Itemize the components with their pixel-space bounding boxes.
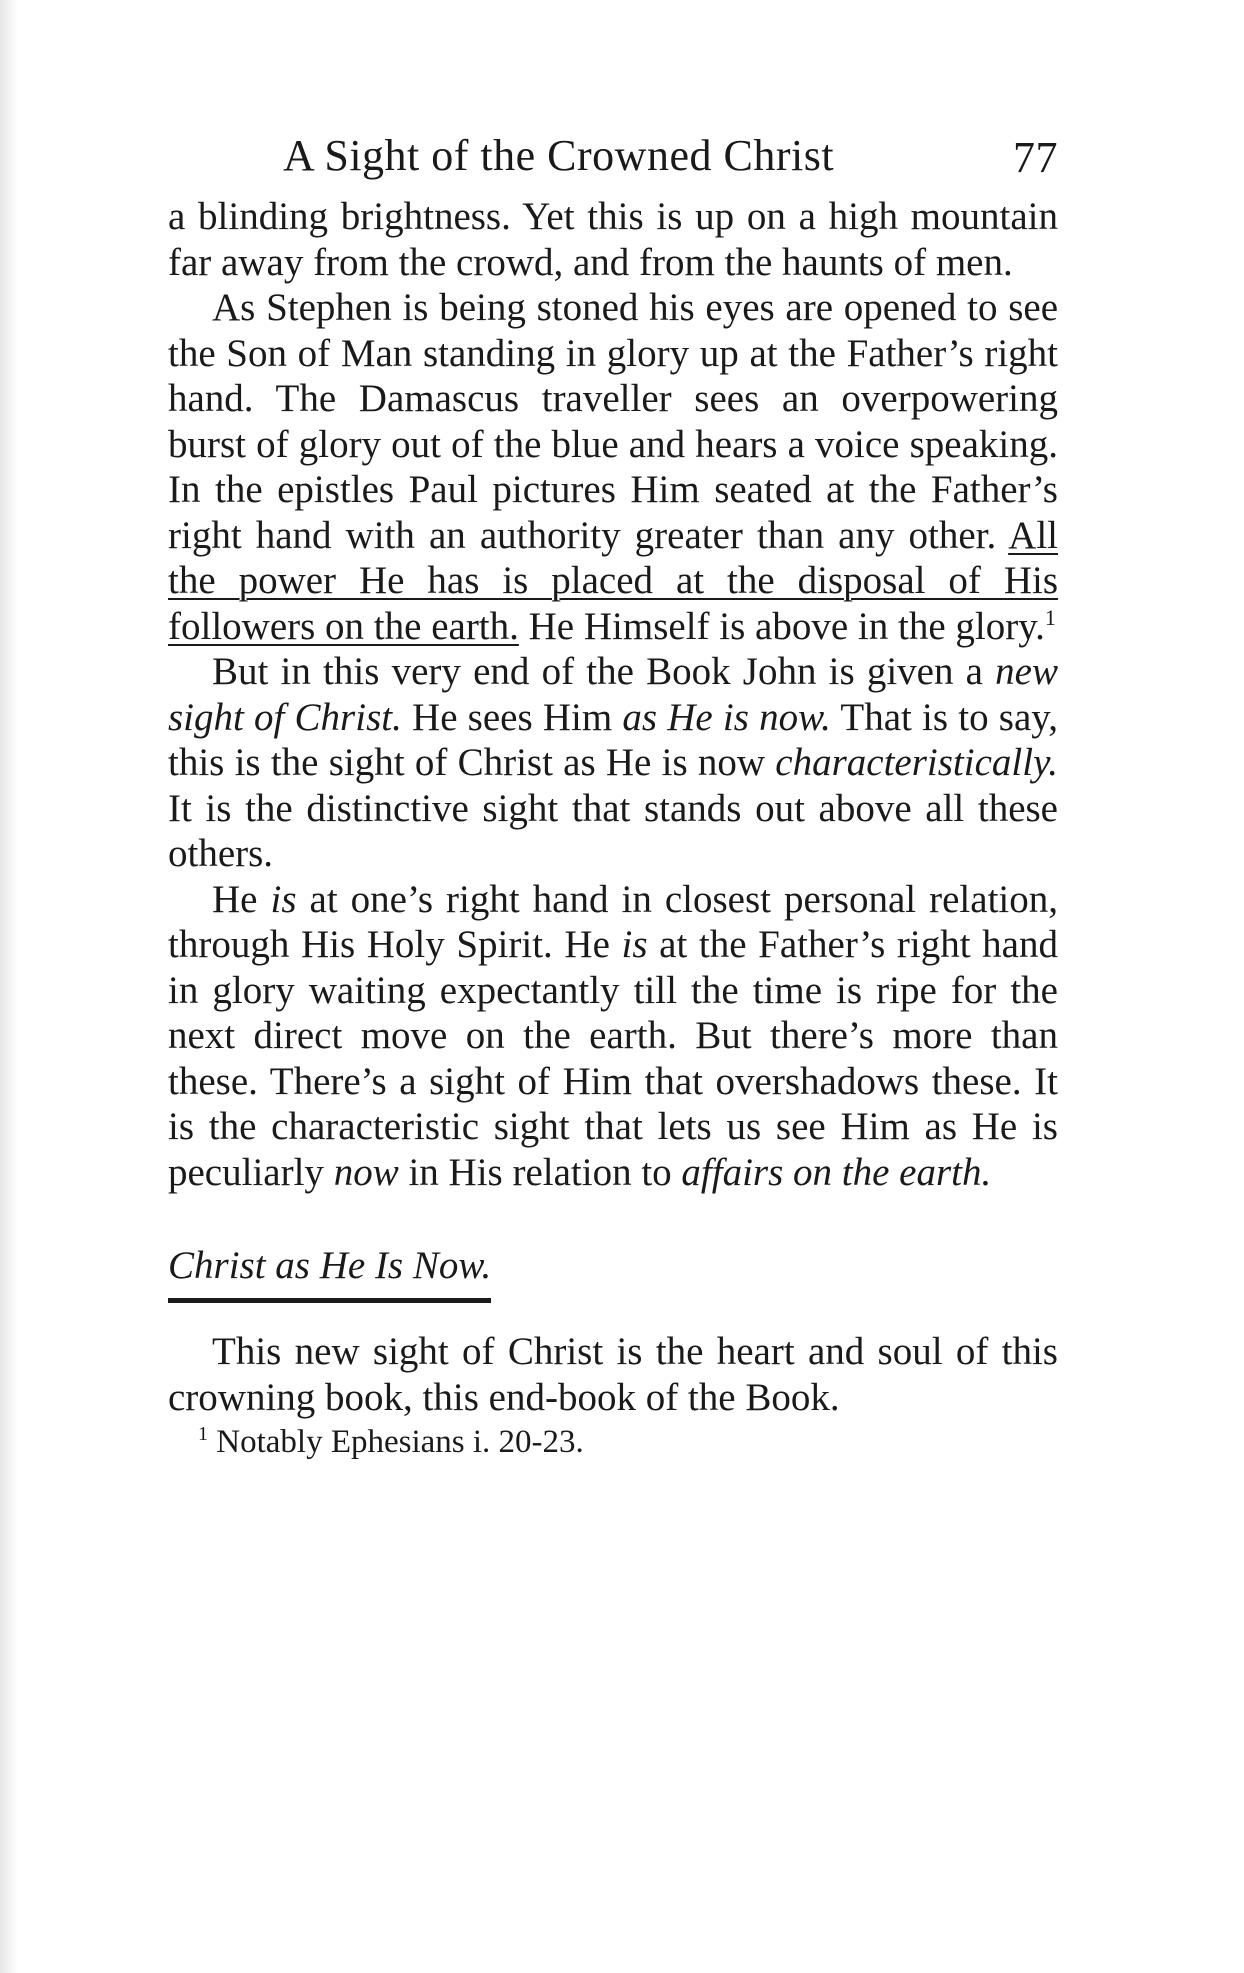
text-run: at one’s right hand in closest personal relation, through His Holy Spirit. He (168, 877, 1059, 966)
paragraph-2 (168, 285, 1058, 649)
text-run: He (212, 877, 271, 921)
italic-run: now (333, 1150, 399, 1194)
paragraph-2-text-b: He Himself is above in the glory. (518, 604, 1045, 648)
text-run: But in this very end of the Book John is given a (212, 650, 996, 693)
running-head (168, 130, 1058, 194)
footnote-reference: 1 (1044, 604, 1056, 630)
paragraph-1: a blinding brightness. Yet this is up on a high mountain far away from the crowd, and from the haunts of men. (168, 195, 1058, 284)
book-page (168, 130, 1058, 1461)
italic-run: is (270, 877, 297, 921)
section-heading (168, 1243, 1058, 1303)
footnote-mark: 1 (198, 1423, 208, 1445)
section-heading-text: Christ as He Is Now. (168, 1243, 491, 1303)
italic-run: affairs on the earth. (681, 1150, 992, 1194)
page-number: 77 (1013, 133, 1058, 182)
running-title: A Sight of the Crowned Christ (283, 131, 835, 180)
italic-run: characteristically. (775, 741, 1058, 784)
paragraph-4 (168, 877, 1058, 1196)
footnote (198, 1424, 1058, 1461)
italic-run: is (621, 923, 648, 966)
footnote-text: Notably Ephesians i. 20-23. (216, 1424, 584, 1460)
italic-run: new sight of Christ. (168, 650, 1058, 739)
text-run: in His relation to (398, 1150, 682, 1194)
underlined-sentence: All the power He has is placed at the disposal of His followers on the earth. (168, 513, 1058, 648)
italic-run: as He is now. (622, 695, 831, 739)
paragraph-3 (168, 649, 1058, 877)
text-run: He sees Him (401, 695, 623, 739)
page-gutter-shadow (0, 0, 18, 1973)
text-run: at the Father’s right hand in glory waiting expectantly till the time is ripe for the next direct move on the earth. But there’s more than these. There’s a sight of Him that overshadows these. It is the characteristic sight that lets us see Him as He is peculiarly (168, 923, 1058, 1194)
section-paragraph-1: This new sight of Christ is the heart and soul of this crowning book, this end-book of the Book. (168, 1330, 1058, 1419)
paragraph-2-text-a: As Stephen is being stoned his eyes are opened to see the Son of Man standing in glory up at the Father’s right hand. The Damascus traveller sees an overpowering burst of glory out of the blue and hears a voice speaking. In the epistles Paul pictures Him seated at the Father’s right hand with an authority greater than any other. (168, 286, 1058, 557)
text-run: It is the distinctive sight that stands out above all these others. (168, 786, 1058, 875)
text-run: That is to say, this is the sight of Christ as He is now (168, 695, 1058, 784)
